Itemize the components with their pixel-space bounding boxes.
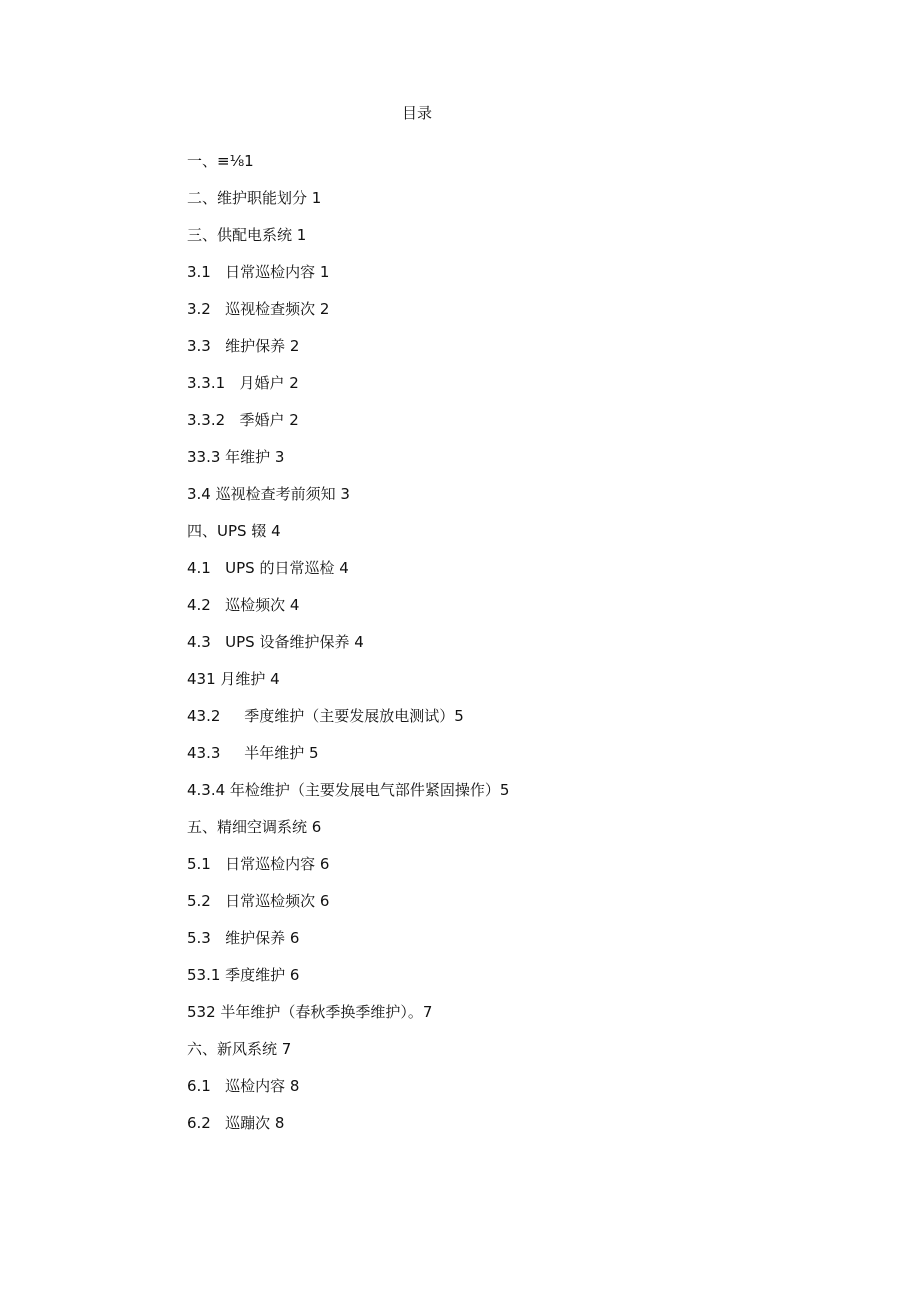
toc-entry[interactable]: 43.2 季度维护（主要发展放电测试）5	[187, 707, 464, 725]
toc-entry[interactable]: 5.2 日常巡检频次 6	[187, 892, 330, 910]
toc-entry[interactable]: 四、UPS 辍 4	[187, 522, 281, 540]
toc-entry[interactable]: 3.4 巡视检查考前须知 3	[187, 485, 350, 503]
toc-entry[interactable]: 53.1 季度维护 6	[187, 966, 300, 984]
toc-entry[interactable]: 6.2 巡蹦次 8	[187, 1114, 285, 1132]
toc-entry[interactable]: 二、维护职能划分 1	[187, 189, 322, 207]
toc-entry[interactable]: 532 半年维护（春秋季换季维护）。7	[187, 1003, 433, 1021]
toc-entry[interactable]: 4.3 UPS 设备维护保养 4	[187, 633, 364, 651]
toc-entry[interactable]: 五、精细空调系统 6	[187, 818, 322, 836]
toc-entry[interactable]: 3.3.2 季婚户 2	[187, 411, 299, 429]
toc-entry[interactable]: 3.2 巡视检查频次 2	[187, 300, 330, 318]
toc-entry[interactable]: 三、供配电系统 1	[187, 226, 307, 244]
toc-entry[interactable]: 3.3.1 月婚户 2	[187, 374, 299, 392]
toc-entry[interactable]: 5.1 日常巡检内容 6	[187, 855, 330, 873]
toc-entry[interactable]: 4.3.4 年检维护（主要发展电气部件紧固操作）5	[187, 781, 510, 799]
toc-entry[interactable]: 3.3 维护保养 2	[187, 337, 300, 355]
toc-list	[187, 150, 509, 1149]
toc-entry[interactable]: 3.1 日常巡检内容 1	[187, 263, 330, 281]
toc-entry[interactable]: 一、≡⅛1	[187, 152, 254, 170]
toc-entry[interactable]: 43.3 半年维护 5	[187, 744, 319, 762]
toc-entry[interactable]: 5.3 维护保养 6	[187, 929, 300, 947]
toc-entry[interactable]: 六、新风系统 7	[187, 1040, 292, 1058]
toc-title: 目录	[401, 104, 432, 122]
toc-entry[interactable]: 431 月维护 4	[187, 670, 280, 688]
toc-entry[interactable]: 4.2 巡检频次 4	[187, 596, 300, 614]
toc-entry[interactable]: 6.1 巡检内容 8	[187, 1077, 300, 1095]
toc-entry[interactable]: 4.1 UPS 的日常巡检 4	[187, 559, 349, 577]
toc-entry[interactable]: 33.3 年维护 3	[187, 448, 285, 466]
